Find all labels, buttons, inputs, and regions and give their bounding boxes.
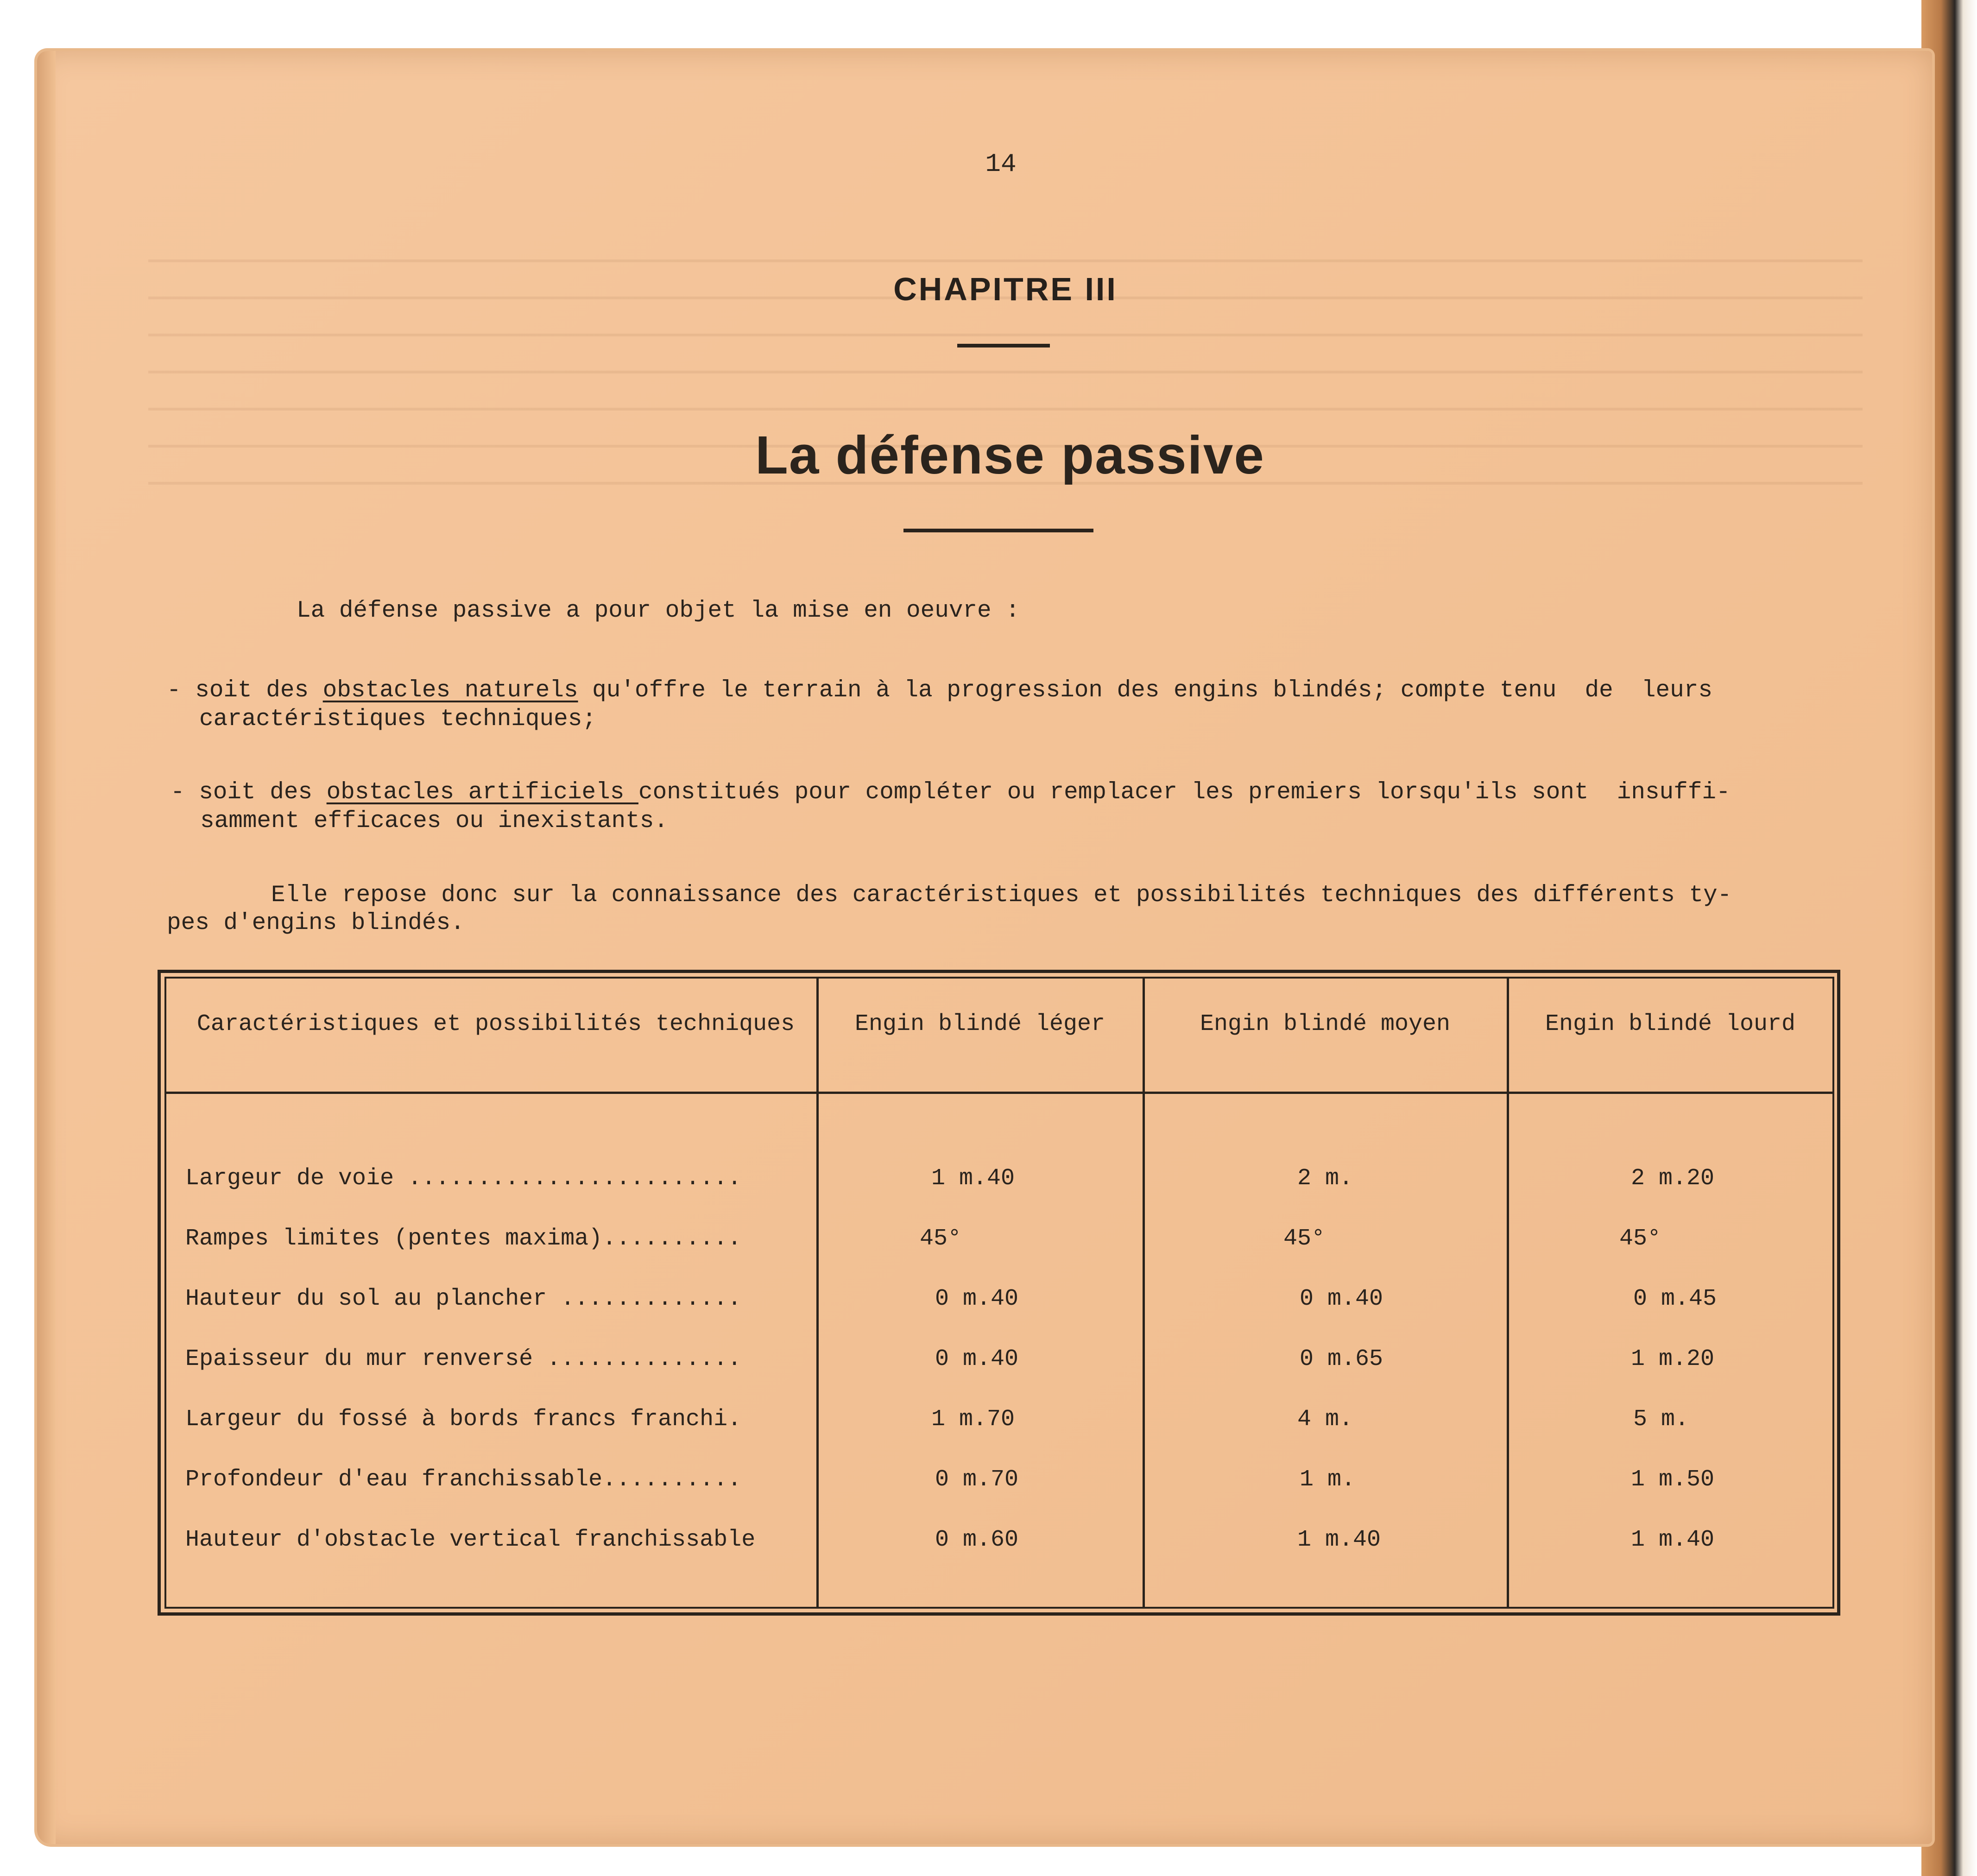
item-1-prefix: soit des: [195, 677, 323, 704]
row-label: Largeur de voie ........................: [185, 1165, 742, 1192]
cell-medium: 0 m.65: [1300, 1346, 1383, 1372]
cell-medium: 0 m.40: [1300, 1286, 1383, 1312]
cell-light: 0 m.40: [935, 1346, 1019, 1372]
cell-light: 0 m.70: [935, 1466, 1019, 1493]
cell-heavy: 1 m.50: [1631, 1466, 1715, 1493]
list-item-2-continuation: samment efficaces ou inexistants.: [200, 808, 668, 834]
title-rule: [903, 529, 1093, 532]
page-number: 14: [985, 149, 1017, 179]
item-2-prefix: soit des: [199, 779, 327, 806]
list-item-1-continuation: caractéristiques techniques;: [199, 706, 596, 733]
row-label: Profondeur d'eau franchissable..........: [185, 1466, 742, 1493]
intro-paragraph: La défense passive a pour objet la mise en oeuvre :: [297, 598, 1020, 624]
column-header-characteristics: Caractéristiques et possibilités techniques: [196, 1011, 795, 1037]
row-label: Rampes limites (pentes maxima)..........: [185, 1225, 742, 1252]
row-label: Hauteur du sol au plancher .............: [185, 1286, 742, 1312]
page-edge: [37, 51, 56, 1844]
chapter-heading: CHAPITRE III: [893, 271, 1118, 307]
chapter-rule: [957, 344, 1050, 347]
cell-heavy: 1 m.40: [1631, 1527, 1715, 1553]
column-divider: [1143, 979, 1145, 1607]
page-title: La défense passive: [755, 425, 1265, 485]
list-item-2: [171, 778, 1731, 807]
cell-heavy: 2 m.20: [1631, 1165, 1715, 1192]
item-1-emphasis: obstacles naturels: [322, 677, 578, 704]
cell-light: 0 m.40: [935, 1286, 1019, 1312]
item-2-emphasis: obstacles artificiels: [326, 779, 638, 806]
cell-heavy: 45°: [1619, 1225, 1661, 1252]
cell-medium: 1 m.: [1300, 1466, 1356, 1493]
cell-heavy: 5 m.: [1633, 1406, 1689, 1433]
list-item-1: [167, 676, 1712, 705]
column-header-light: Engin blindé léger: [854, 1011, 1105, 1037]
row-label: Largeur du fossé à bords francs franchi.: [185, 1406, 742, 1433]
row-label: Hauteur d'obstacle vertical franchissable: [185, 1527, 756, 1553]
cell-medium: 4 m.: [1297, 1406, 1353, 1433]
column-header-heavy: Engin blindé lourd: [1545, 1011, 1796, 1037]
row-label: Epaisseur du mur renversé ..............: [185, 1346, 742, 1372]
column-header-medium: Engin blindé moyen: [1200, 1011, 1451, 1037]
closing-paragraph: Elle repose donc sur la connaissance des caractéristiques et possibilités techniques des différents ty-: [271, 882, 1732, 909]
item-1-text: qu'offre le terrain à la progression des engins blindés; compte tenu de leurs: [578, 677, 1712, 704]
cell-light: 1 m.40: [931, 1165, 1015, 1192]
cell-heavy: 0 m.45: [1633, 1286, 1717, 1312]
cell-light: 1 m.70: [931, 1406, 1015, 1433]
list-dash: -: [167, 677, 181, 704]
cell-light: 0 m.60: [935, 1527, 1019, 1553]
cell-medium: 2 m.: [1297, 1165, 1353, 1192]
column-divider: [816, 979, 819, 1607]
cell-heavy: 1 m.20: [1631, 1346, 1715, 1372]
column-divider: [1507, 979, 1509, 1607]
header-separator: [166, 1092, 1832, 1094]
closing-paragraph-continuation: pes d'engins blindés.: [167, 910, 465, 936]
cell-medium: 45°: [1283, 1225, 1326, 1252]
cell-light: 45°: [920, 1225, 962, 1252]
item-2-text: constitués pour compléter ou remplacer les premiers lorsqu'ils sont insuffi-: [638, 779, 1731, 806]
list-dash: -: [171, 779, 185, 806]
cell-medium: 1 m.40: [1297, 1527, 1381, 1553]
